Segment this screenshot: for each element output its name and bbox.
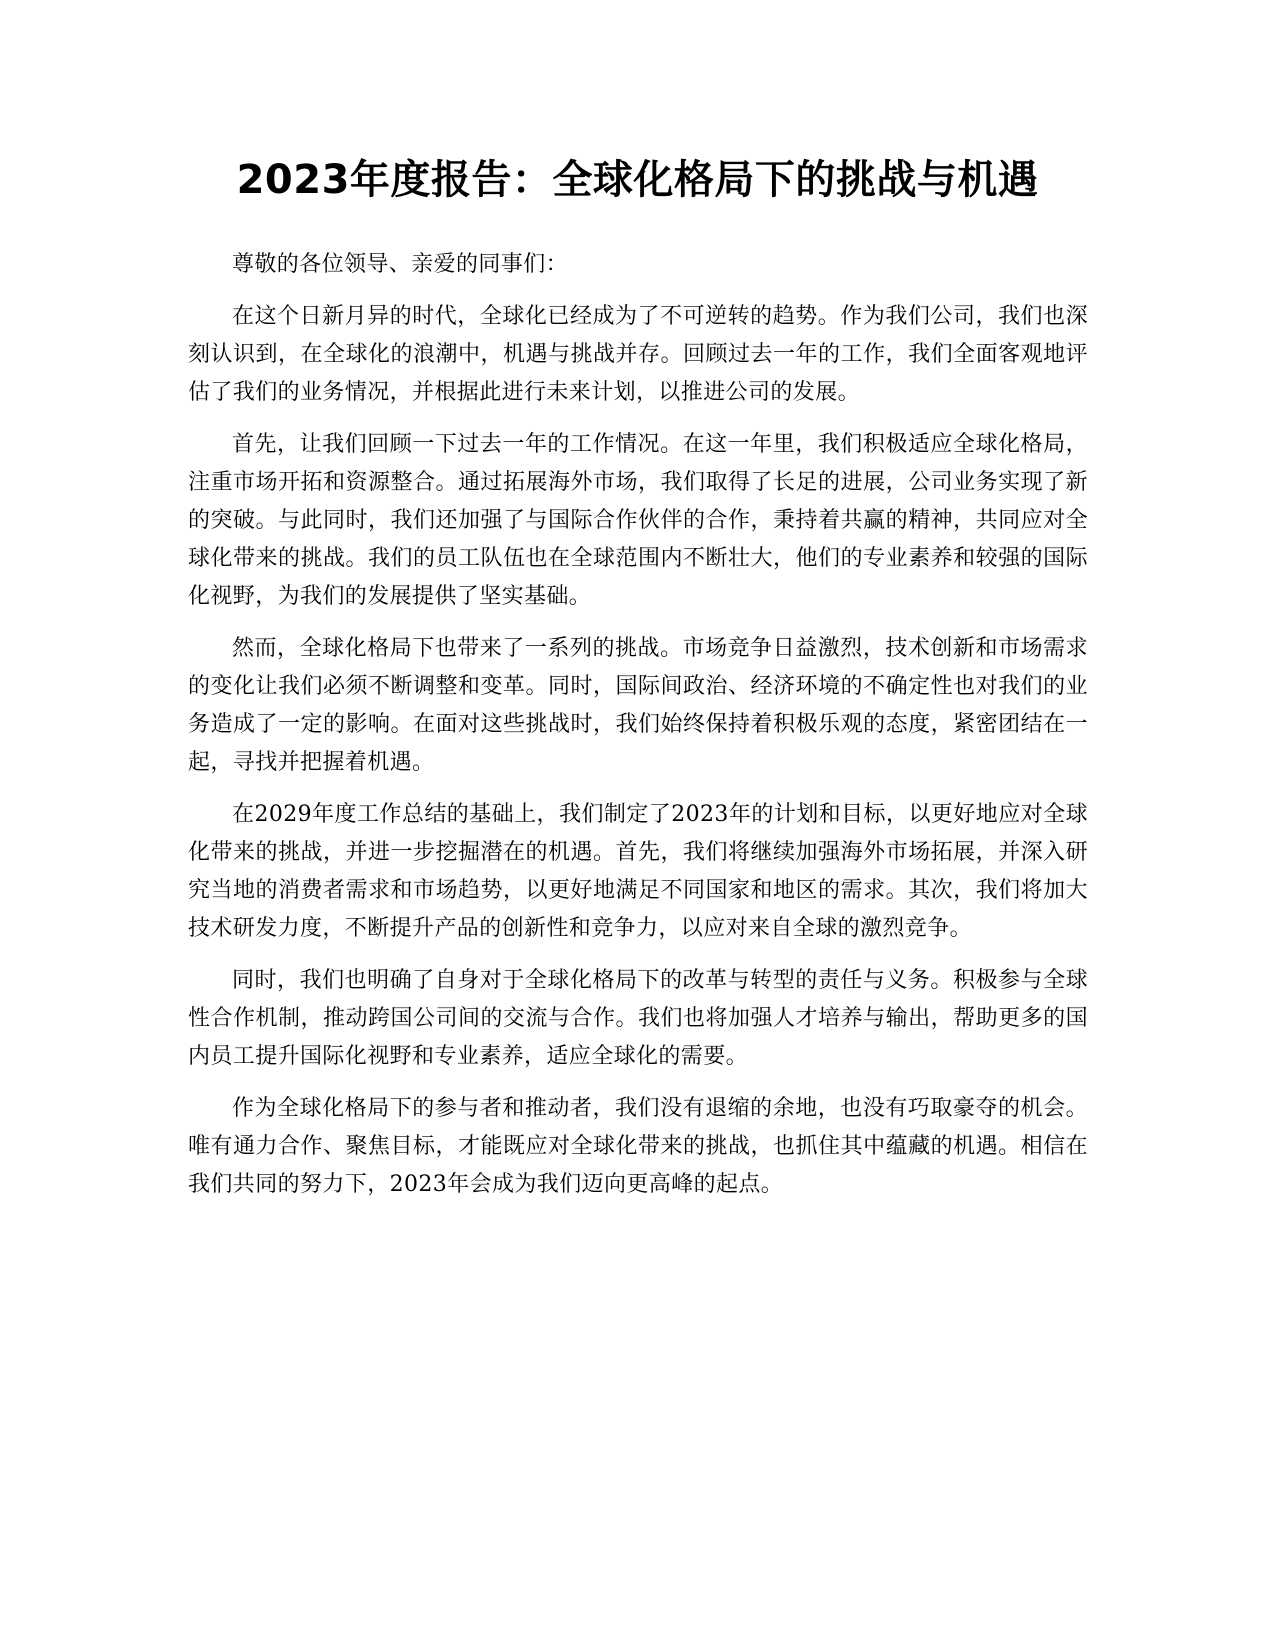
- salutation: 尊敬的各位领导、亲爱的同事们：: [232, 252, 569, 277]
- paragraph-review: 首先，让我们回顾一下过去一年的工作情况。在这一年里，我们积极适应全球化格局，注重市场开拓和资源整合。通过拓展海外市场，我们取得了长足的进展，公司业务实现了新的突破。与此同时，我们还加强了与国际合作伙伴的合作，秉持着共赢的精神，共同应对全球化带来的挑战。我们的员工队伍也在全球范围内不断壮大，他们的专业素养和较强的国际化视野，为我们的发展提供了坚实基础。: [188, 432, 1088, 609]
- paragraph-responsibility: 同时，我们也明确了自身对于全球化格局下的改革与转型的责任与义务。积极参与全球性合作机制，推动跨国公司间的交流与合作。我们也将加强人才培养与输出，帮助更多的国内员工提升国际化视野和专业素养，适应全球化的需要。: [188, 968, 1088, 1069]
- paragraph-intro: 在这个日新月异的时代，全球化已经成为了不可逆转的趋势。作为我们公司，我们也深刻认识到，在全球化的浪潮中，机遇与挑战并存。回顾过去一年的工作，我们全面客观地评估了我们的业务情况，并根据此进行未来计划，以推进公司的发展。: [188, 304, 1088, 405]
- paragraph-plans: 在2029年度工作总结的基础上，我们制定了2023年的计划和目标，以更好地应对全球化带来的挑战，并进一步挖掘潜在的机遇。首先，我们将继续加强海外市场拓展，并深入研究当地的消费者需求和市场趋势，以更好地满足不同国家和地区的需求。其次，我们将加大技术研发力度，不断提升产品的创新性和竞争力，以应对来自全球的激烈竞争。: [188, 802, 1088, 941]
- document-body: [188, 246, 1088, 1218]
- paragraph-conclusion: 作为全球化格局下的参与者和推动者，我们没有退缩的余地，也没有巧取豪夺的机会。唯有通力合作、聚焦目标，才能既应对全球化带来的挑战，也抓住其中蕴藏的机遇。相信在我们共同的努力下，2023年会成为我们迈向更高峰的起点。: [188, 1096, 1088, 1197]
- document-title: 2023年度报告：全球化格局下的挑战与机遇: [236, 157, 1039, 203]
- paragraph-challenges: 然而，全球化格局下也带来了一系列的挑战。市场竞争日益激烈，技术创新和市场需求的变化让我们必须不断调整和变革。同时，国际间政治、经济环境的不确定性也对我们的业务造成了一定的影响。在面对这些挑战时，我们始终保持着积极乐观的态度，紧密团结在一起，寻找并把握着机遇。: [188, 636, 1088, 775]
